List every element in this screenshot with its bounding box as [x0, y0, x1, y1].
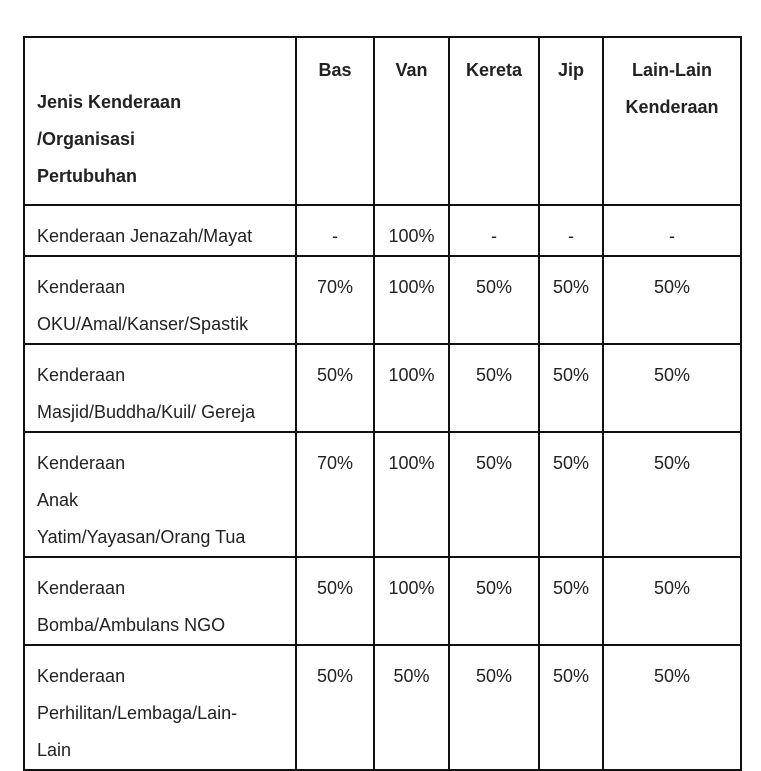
row-label-line1-right: Anak: [37, 490, 79, 510]
vehicle-discount-table: [23, 36, 742, 771]
header-vehicle-type-line2: /Organisasi: [37, 129, 136, 149]
row-label-line1: Kenderaan Jenazah/Mayat: [37, 226, 253, 246]
table-row: [24, 645, 741, 770]
row-label-line1: Kenderaan: [37, 277, 126, 297]
row-label-line2: Masjid/Buddha/Kuil/ Gereja: [37, 402, 256, 422]
cell-kereta: 50%: [449, 645, 539, 770]
cell-jip: 50%: [539, 557, 603, 645]
cell-jip: 50%: [539, 344, 603, 432]
header-van: Van: [374, 37, 449, 205]
row-label: [24, 557, 296, 645]
row-label: [24, 256, 296, 344]
row-label: [24, 432, 296, 557]
row-label: [24, 645, 296, 770]
cell-van: 100%: [374, 256, 449, 344]
row-label-line1: Kenderaan: [37, 578, 126, 598]
cell-bas: 70%: [296, 256, 374, 344]
row-label-line2: OKU/Amal/Kanser/Spastik: [37, 314, 249, 334]
table-row: [24, 205, 741, 256]
row-label-line2: Yatim/Yayasan/Orang Tua: [37, 527, 246, 547]
header-jip: Jip: [539, 37, 603, 205]
row-label: [24, 344, 296, 432]
cell-bas: 50%: [296, 557, 374, 645]
cell-lain-lain: -: [603, 205, 741, 256]
row-label-line3: Lain: [37, 740, 72, 760]
table-row: [24, 256, 741, 344]
header-lain-lain: [603, 37, 741, 205]
cell-bas: 50%: [296, 344, 374, 432]
cell-van: 100%: [374, 205, 449, 256]
table-row: [24, 344, 741, 432]
table-row: [24, 432, 741, 557]
cell-lain-lain: 50%: [603, 645, 741, 770]
cell-kereta: 50%: [449, 256, 539, 344]
row-label-line2: Bomba/Ambulans NGO: [37, 615, 226, 635]
cell-lain-lain: 50%: [603, 557, 741, 645]
cell-jip: -: [539, 205, 603, 256]
cell-kereta: 50%: [449, 557, 539, 645]
cell-van: 100%: [374, 557, 449, 645]
header-vehicle-type: [24, 37, 296, 205]
document-table-container: [23, 36, 742, 771]
cell-kereta: -: [449, 205, 539, 256]
cell-bas: 70%: [296, 432, 374, 557]
cell-van: 100%: [374, 432, 449, 557]
cell-bas: 50%: [296, 645, 374, 770]
table-header-row: [24, 37, 741, 205]
cell-lain-lain: 50%: [603, 344, 741, 432]
table-row: [24, 557, 741, 645]
header-bas: Bas: [296, 37, 374, 205]
cell-lain-lain: 50%: [603, 432, 741, 557]
cell-jip: 50%: [539, 645, 603, 770]
cell-van: 50%: [374, 645, 449, 770]
row-label-line2: Perhilitan/Lembaga/Lain-: [37, 703, 238, 723]
cell-lain-lain: 50%: [603, 256, 741, 344]
header-kereta: Kereta: [449, 37, 539, 205]
cell-van: 100%: [374, 344, 449, 432]
cell-jip: 50%: [539, 432, 603, 557]
header-lain-lain-line2: Kenderaan: [625, 97, 719, 117]
cell-bas: -: [296, 205, 374, 256]
row-label-line1: [37, 445, 285, 519]
header-lain-lain-line1: Lain-Lain: [632, 60, 712, 80]
cell-kereta: 50%: [449, 344, 539, 432]
cell-jip: 50%: [539, 256, 603, 344]
row-label-line1-left: Kenderaan: [37, 453, 126, 473]
header-vehicle-type-line3: Pertubuhan: [37, 166, 138, 186]
row-label: [24, 205, 296, 256]
row-label-line1: Kenderaan: [37, 666, 126, 686]
row-label-line1: Kenderaan: [37, 365, 126, 385]
cell-kereta: 50%: [449, 432, 539, 557]
header-vehicle-type-line1: Jenis Kenderaan: [37, 92, 182, 112]
